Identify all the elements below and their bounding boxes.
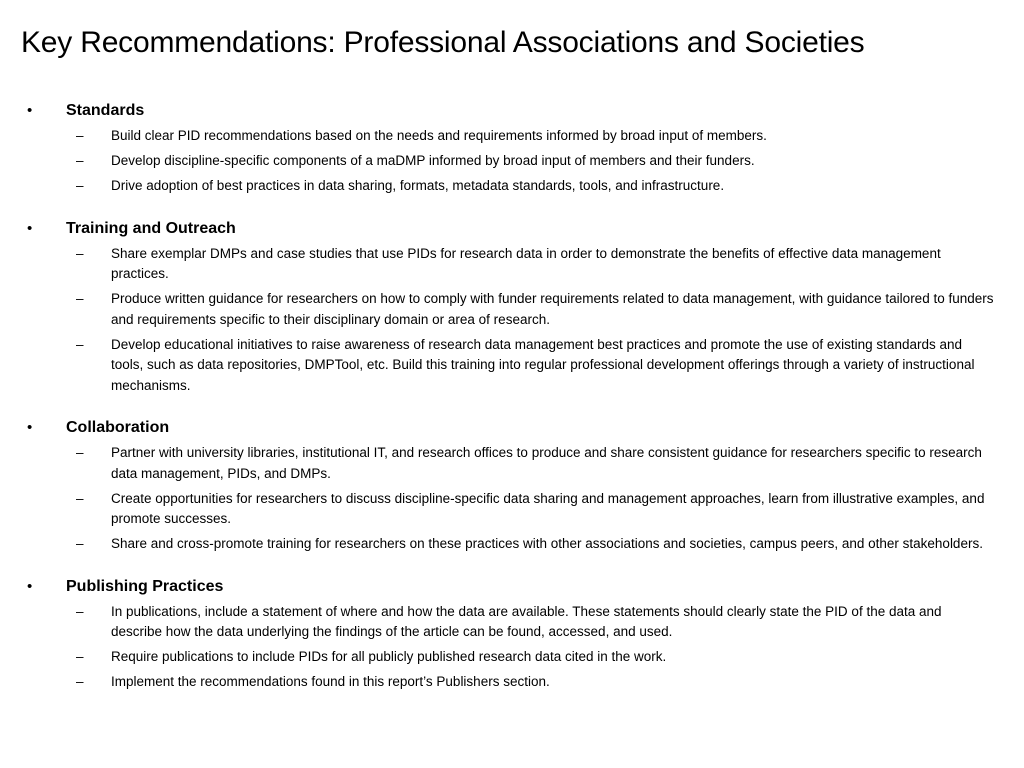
list-item-text: Drive adoption of best practices in data sharing, formats, metadata standards, tools, and infrastructure. bbox=[111, 178, 725, 193]
section-items bbox=[0, 443, 1024, 555]
list-item-text: Create opportunities for researchers to discuss discipline-specific data sharing and management approaches, learn from illustrative examples, and promote successes. bbox=[111, 490, 985, 526]
list-item bbox=[0, 151, 1024, 172]
list-item bbox=[0, 647, 1024, 668]
dash-icon: – bbox=[76, 603, 84, 619]
dash-icon: – bbox=[76, 536, 84, 551]
list-item-text: Require publications to include PIDs for all publicly published research data cited in the work. bbox=[111, 649, 667, 664]
bullet-icon: • bbox=[27, 577, 33, 595]
section-header bbox=[0, 218, 1024, 240]
bullet-icon: • bbox=[27, 419, 33, 436]
list-item bbox=[0, 672, 1024, 693]
list-item-text: Develop discipline-specific components of a maDMP informed by broad input of members and their funders. bbox=[111, 153, 755, 168]
dash-icon: – bbox=[76, 649, 84, 664]
list-item-text: Develop educational initiatives to raise awareness of research data management best practices and promote the use of existing standards and tools, such as data repositories, DMPTool, etc. Build this training into regular professional development offerings through a variety of instructional mechanisms. bbox=[111, 336, 975, 393]
list-item-text: Build clear PID recommendations based on the needs and requirements informed by broad input of members. bbox=[111, 128, 767, 143]
bullet-icon: • bbox=[27, 219, 33, 237]
recommendations-list bbox=[0, 100, 1024, 714]
section bbox=[0, 218, 1024, 397]
list-item-text: Share and cross-promote training for researchers on these practices with other associations and societies, campus peers, and other stakeholders. bbox=[111, 536, 983, 551]
list-item bbox=[0, 176, 1024, 197]
list-item bbox=[0, 335, 1024, 397]
dash-icon: – bbox=[76, 245, 84, 261]
dash-icon: – bbox=[76, 674, 84, 689]
list-item-text: Implement the recommendations found in this report’s Publishers section. bbox=[111, 674, 550, 689]
section-title: Collaboration bbox=[66, 419, 170, 436]
section-title: Training and Outreach bbox=[66, 219, 236, 237]
list-item-text: Share exemplar DMPs and case studies that use PIDs for research data in order to demonstrate the benefits of effective data management practices. bbox=[111, 245, 941, 281]
list-item bbox=[0, 534, 1024, 555]
list-item bbox=[0, 244, 1024, 285]
section-header bbox=[0, 417, 1024, 439]
section bbox=[0, 100, 1024, 197]
section-title: Standards bbox=[66, 102, 145, 119]
section-items bbox=[0, 602, 1024, 693]
list-item bbox=[0, 602, 1024, 643]
dash-icon: – bbox=[76, 153, 84, 168]
dash-icon: – bbox=[76, 291, 84, 306]
dash-icon: – bbox=[76, 490, 84, 506]
dash-icon: – bbox=[76, 128, 84, 143]
section bbox=[0, 576, 1024, 693]
dash-icon: – bbox=[76, 445, 84, 460]
list-item-text: In publications, include a statement of where and how the data are available. These statements should clearly state the PID of the data and describe how the data underlying the findings of the article can be found, accessed, and used. bbox=[111, 603, 942, 639]
dash-icon: – bbox=[76, 336, 84, 352]
dash-icon: – bbox=[76, 178, 84, 193]
section-header bbox=[0, 576, 1024, 598]
slide-title: Key Recommendations: Professional Associations and Societies bbox=[21, 26, 865, 59]
section-title: Publishing Practices bbox=[66, 577, 224, 595]
section-items bbox=[0, 126, 1024, 197]
list-item bbox=[0, 489, 1024, 530]
section bbox=[0, 417, 1024, 555]
section-items bbox=[0, 244, 1024, 397]
list-item bbox=[0, 126, 1024, 147]
list-item bbox=[0, 443, 1024, 484]
list-item-text: Partner with university libraries, institutional IT, and research offices to produce and share consistent guidance for researchers specific to research data management, PIDs, and DMPs. bbox=[111, 445, 982, 481]
list-item bbox=[0, 289, 1024, 330]
section-header bbox=[0, 100, 1024, 122]
list-item-text: Produce written guidance for researchers on how to comply with funder requirements related to data management, with guidance tailored to funders and requirements specific to their disciplinary domain or area of research. bbox=[111, 291, 994, 327]
bullet-icon: • bbox=[27, 102, 33, 119]
